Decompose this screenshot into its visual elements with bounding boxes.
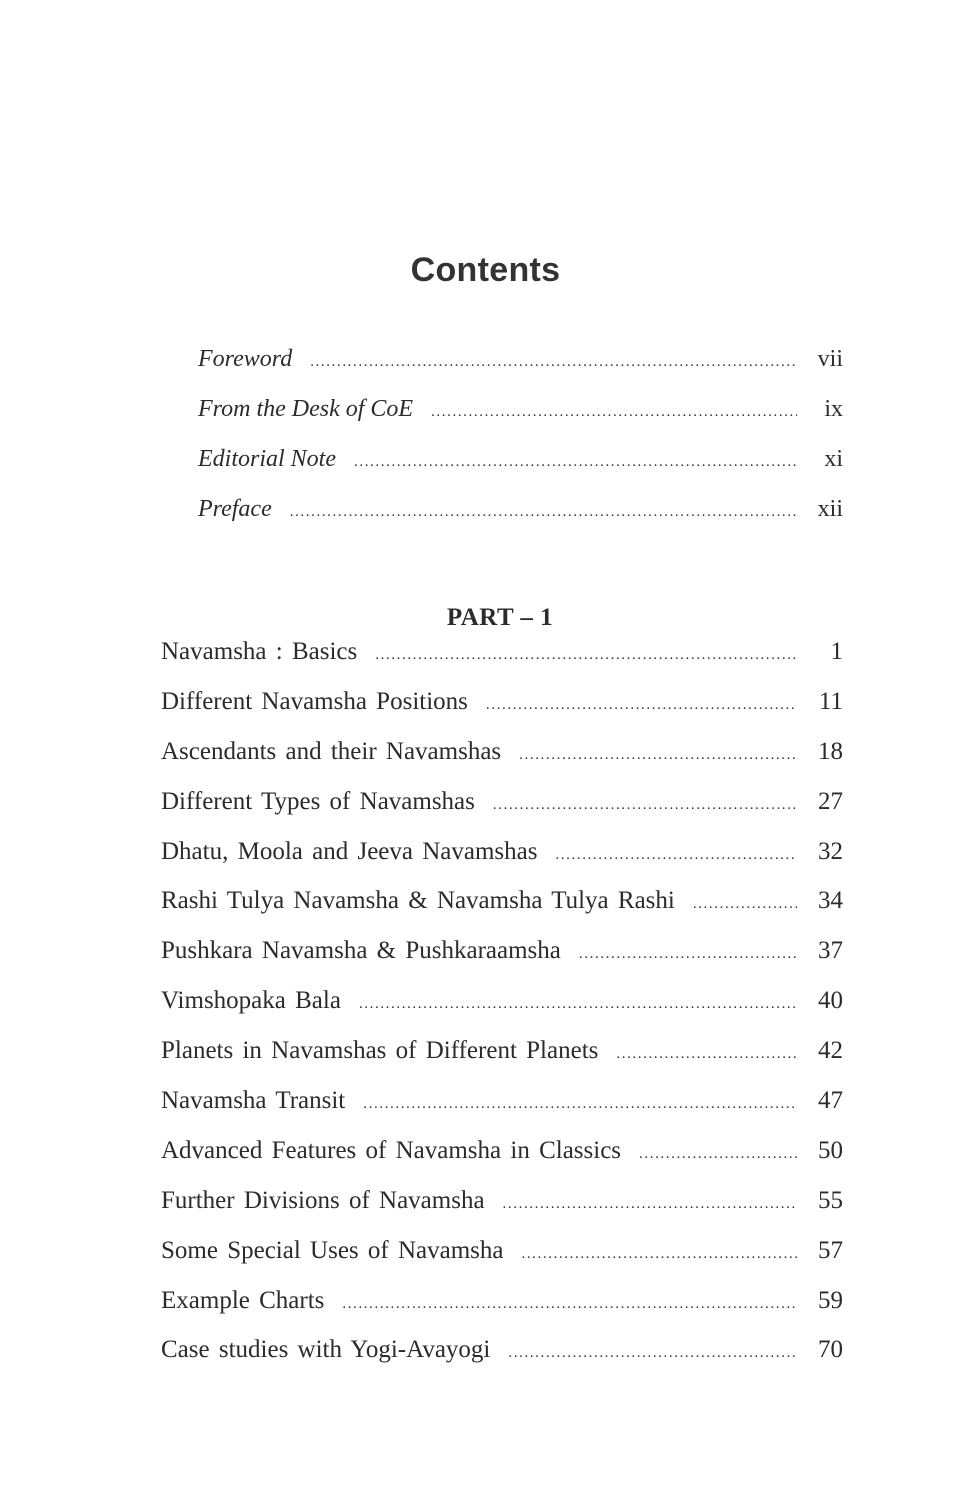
dot-leader bbox=[521, 1246, 797, 1263]
dot-leader bbox=[363, 1096, 797, 1113]
dot-leader bbox=[486, 697, 797, 714]
toc-entry-title: Different Navamsha Positions bbox=[161, 687, 468, 715]
dot-leader bbox=[359, 996, 797, 1013]
toc-entry-title: Foreword bbox=[198, 346, 293, 372]
toc-entry-chapter[interactable] bbox=[161, 738, 843, 788]
dot-leader bbox=[503, 1196, 797, 1213]
toc-entry-foreword[interactable] bbox=[198, 346, 843, 396]
toc-page-number: 34 bbox=[818, 887, 843, 915]
toc-page-number: 32 bbox=[818, 837, 843, 865]
toc-page-number: 11 bbox=[818, 687, 843, 715]
dot-leader bbox=[639, 1146, 797, 1163]
toc-entry-title: Some Special Uses of Navamsha bbox=[161, 1236, 504, 1264]
toc-page-number: xii bbox=[817, 496, 843, 522]
toc-entry-chapter[interactable] bbox=[161, 788, 843, 838]
toc-entry-title: Planets in Navamshas of Different Planets bbox=[161, 1037, 599, 1065]
toc-entry-chapter[interactable] bbox=[161, 987, 843, 1037]
toc-page-number: 18 bbox=[818, 737, 843, 765]
toc-entry-title: Advanced Features of Navamsha in Classics bbox=[161, 1136, 622, 1164]
dot-leader bbox=[290, 504, 797, 521]
part-heading: PART – 1 bbox=[446, 603, 554, 631]
toc-entry-title: Navamsha : Basics bbox=[161, 638, 358, 665]
toc-entry-chapter[interactable] bbox=[161, 937, 843, 987]
toc-entry-chapter[interactable] bbox=[161, 1087, 843, 1137]
toc-entry-title: Further Divisions of Navamsha bbox=[161, 1186, 485, 1214]
toc-entry-title: Navamsha Transit bbox=[161, 1087, 346, 1115]
toc-page-number: 40 bbox=[818, 987, 843, 1015]
toc-entry-title: Editorial Note bbox=[198, 446, 336, 472]
toc-page-number: ix bbox=[824, 396, 843, 422]
toc-entry-title: Rashi Tulya Navamsha & Navamsha Tulya Rashi bbox=[161, 887, 675, 915]
dot-leader bbox=[508, 1345, 797, 1362]
toc-entry-chapter[interactable] bbox=[161, 688, 843, 738]
toc-entry-chapter[interactable] bbox=[161, 838, 843, 888]
toc-entry-from-the-desk[interactable] bbox=[198, 396, 843, 446]
toc-entry-title: Preface bbox=[198, 496, 272, 522]
dot-leader bbox=[375, 647, 797, 664]
dot-leader bbox=[342, 1296, 797, 1313]
toc-page-number: 1 bbox=[830, 638, 843, 665]
toc-page-number: 70 bbox=[818, 1336, 843, 1364]
toc-entry-preface[interactable] bbox=[198, 496, 843, 546]
toc-entry-chapter[interactable] bbox=[161, 1037, 843, 1087]
toc-page-number: 59 bbox=[818, 1286, 843, 1314]
toc-page-number: 42 bbox=[818, 1037, 843, 1065]
toc-entry-chapter[interactable] bbox=[161, 1287, 843, 1337]
page-title: Contents bbox=[410, 250, 561, 289]
dot-leader bbox=[555, 847, 797, 864]
toc-page-number: vii bbox=[817, 346, 843, 372]
dot-leader bbox=[310, 354, 797, 371]
toc-entry-chapter[interactable] bbox=[161, 638, 843, 688]
toc-entry-editorial-note[interactable] bbox=[198, 446, 843, 496]
toc-page-number: 27 bbox=[818, 787, 843, 815]
chapter-list bbox=[161, 638, 843, 1386]
toc-entry-title: From the Desk of CoE bbox=[198, 396, 414, 422]
toc-entry-chapter[interactable] bbox=[161, 1137, 843, 1187]
toc-page-number: 50 bbox=[818, 1136, 843, 1164]
toc-entry-title: Pushkara Navamsha & Pushkaraamsha bbox=[161, 937, 561, 965]
toc-page-number: xi bbox=[824, 446, 843, 472]
toc-page-number: 55 bbox=[818, 1186, 843, 1214]
dot-leader bbox=[354, 454, 797, 471]
dot-leader bbox=[616, 1046, 797, 1063]
toc-entry-chapter[interactable] bbox=[161, 1187, 843, 1237]
toc-entry-title: Different Types of Navamshas bbox=[161, 787, 475, 815]
toc-page-number: 57 bbox=[818, 1236, 843, 1264]
toc-entry-chapter[interactable] bbox=[161, 1336, 843, 1386]
toc-page-number: 47 bbox=[818, 1087, 843, 1115]
dot-leader bbox=[493, 797, 797, 814]
toc-entry-title: Example Charts bbox=[161, 1286, 325, 1314]
dot-leader bbox=[579, 946, 797, 963]
toc-page-number: 37 bbox=[818, 937, 843, 965]
toc-entry-title: Dhatu, Moola and Jeeva Navamshas bbox=[161, 837, 538, 865]
dot-leader bbox=[519, 747, 797, 764]
front-matter-list bbox=[198, 346, 843, 546]
toc-entry-title: Case studies with Yogi-Avayogi bbox=[161, 1336, 491, 1364]
toc-entry-chapter[interactable] bbox=[161, 887, 843, 937]
toc-entry-title: Ascendants and their Navamshas bbox=[161, 737, 502, 765]
toc-entry-chapter[interactable] bbox=[161, 1237, 843, 1287]
dot-leader bbox=[693, 896, 797, 913]
toc-entry-title: Vimshopaka Bala bbox=[161, 987, 341, 1015]
dot-leader bbox=[431, 404, 797, 421]
